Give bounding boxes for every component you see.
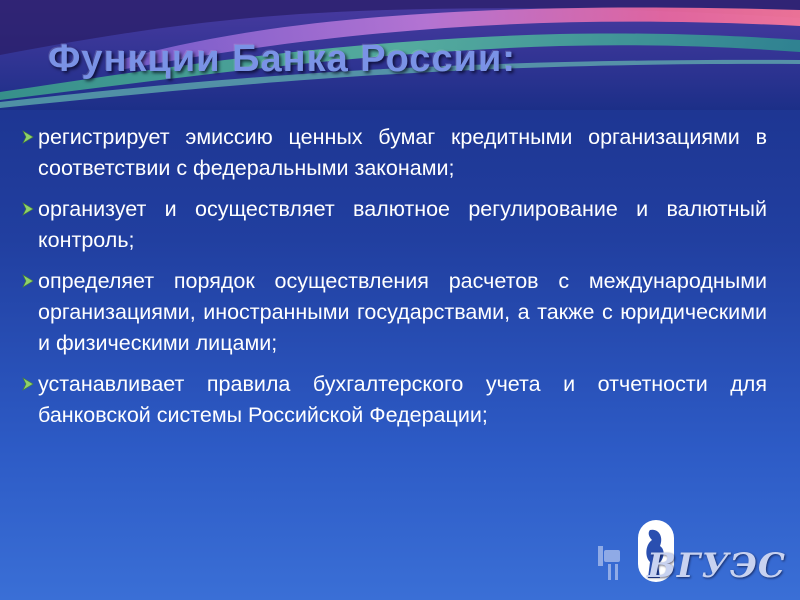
list-item-text: регистрирует эмиссию ценных бумаг кредитными организациями в соответствии с федеральными законами; — [38, 125, 767, 180]
functions-list — [22, 122, 767, 441]
list-item-text: определяет порядок осуществления расчетов с международными организациями, иностранными государствами, а также с юридическими и физическими лицами; — [38, 269, 767, 355]
list-item-text: устанавливает правила бухгалтерского учета и отчетности для банковской системы Российской Федерации; — [38, 372, 767, 427]
list-item — [22, 369, 767, 431]
list-item — [22, 122, 767, 184]
arrow-bullet-icon — [22, 274, 34, 288]
list-item-text: организует и осуществляет валютное регулирование и валютный контроль; — [38, 197, 767, 252]
university-logo-text: ВГУЭС — [647, 546, 786, 586]
slide-title: Функции Банка России: — [48, 38, 517, 80]
arrow-bullet-icon — [22, 130, 34, 144]
arrow-bullet-icon — [22, 377, 34, 391]
arrow-bullet-icon — [22, 202, 34, 216]
list-item — [22, 266, 767, 359]
list-item — [22, 194, 767, 256]
